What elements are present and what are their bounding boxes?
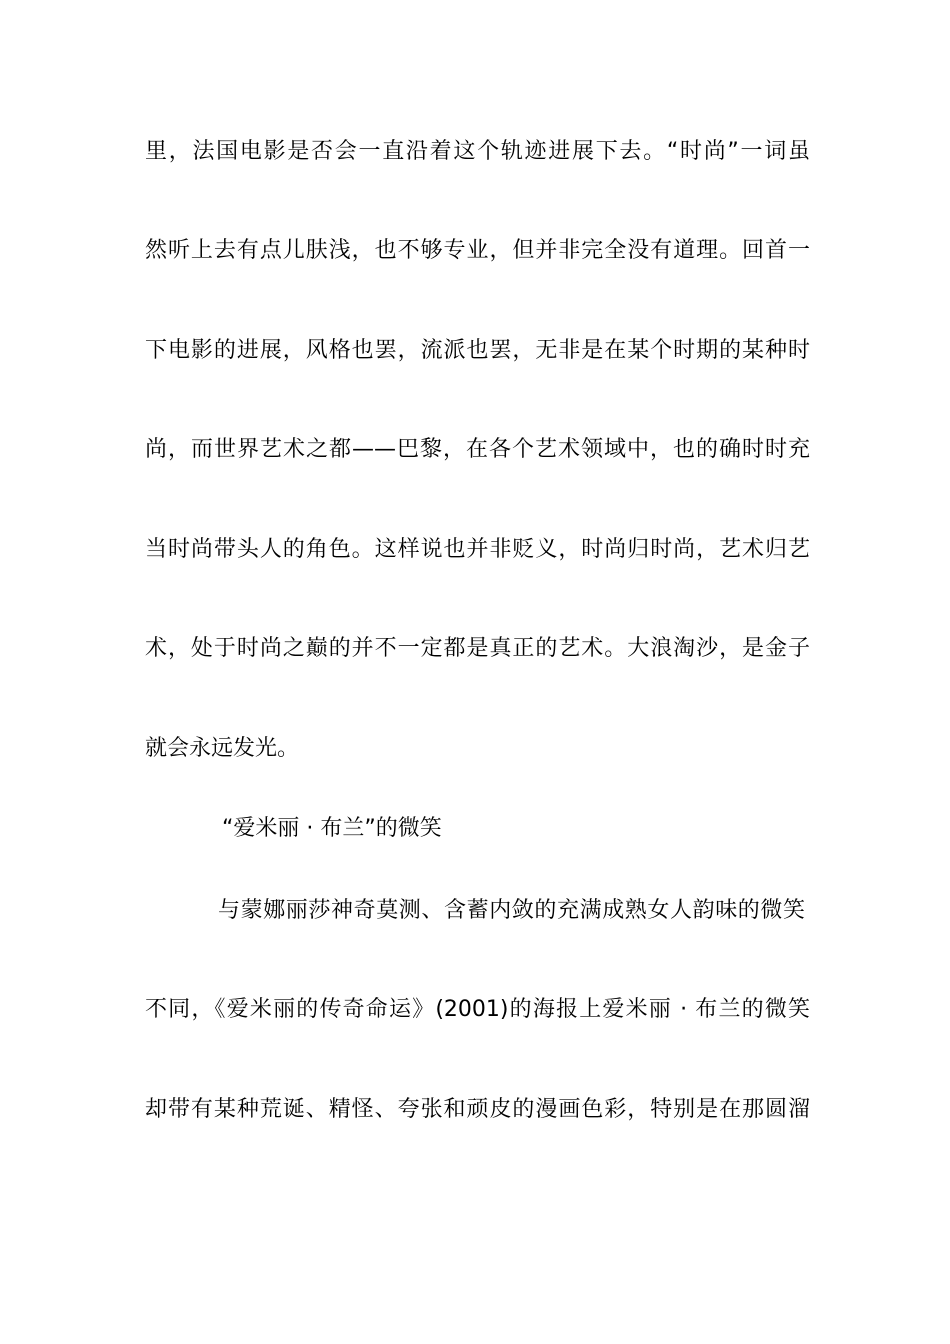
paragraph-line: 术，处于时尚之巅的并不一定都是真正的艺术。大浪淘沙，是金子 [145, 636, 810, 661]
paragraph-line: 里，法国电影是否会一直沿着这个轨迹进展下去。“时尚”一词虽 [145, 139, 810, 164]
paragraph-line: 与蒙娜丽莎神奇莫测、含蓄内敛的充满成熟女人韵味的微笑 [218, 898, 805, 923]
section-heading: “爱米丽 · 布兰”的微笑 [222, 816, 442, 841]
paragraph-line: 就会永远发光。 [145, 736, 300, 761]
paragraph-line: 尚，而世界艺术之都——巴黎，在各个艺术领域中，也的确时时充 [145, 437, 810, 462]
paragraph-line: 然听上去有点儿肤浅，也不够专业，但并非完全没有道理。回首一 [145, 238, 810, 263]
paragraph-line: 下电影的进展，风格也罢，流派也罢，无非是在某个时期的某种时 [145, 338, 810, 363]
paragraph-line: 当时尚带头人的角色。这样说也并非贬义，时尚归时尚，艺术归艺 [145, 537, 810, 562]
paragraph-line: 不同，《爱米丽的传奇命运》(2001)的海报上爱米丽 · 布兰的微笑 [145, 997, 810, 1022]
paragraph-line: 却带有某种荒诞、精怪、夸张和顽皮的漫画色彩，特别是在那圆溜 [145, 1097, 810, 1122]
